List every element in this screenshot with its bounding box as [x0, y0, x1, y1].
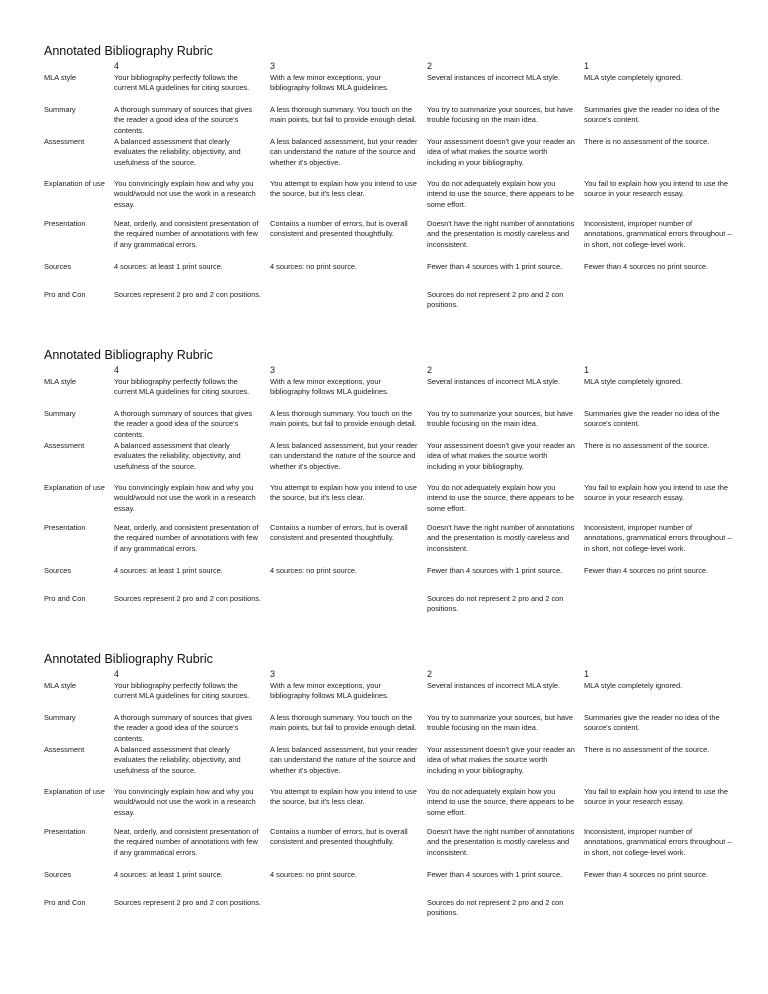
cell-score-2: Several instances of incorrect MLA style. — [427, 377, 561, 386]
cell-score-4: Sources represent 2 pro and 2 con positions. — [114, 898, 262, 907]
cell-score-4: Neat, orderly, and consistent presentation of the required number of annotations with few if any grammatical errors. — [114, 827, 259, 857]
cell-score-2: Sources do not represent 2 pro and 2 con positions. — [427, 898, 564, 918]
row-label: Pro and Con — [44, 594, 86, 603]
cell-score-3: A less balanced assessment, but your reader can understand the nature of the source and whether it's objective. — [270, 137, 418, 167]
cell-score-1: You fail to explain how you intend to use the source in your research essay. — [584, 787, 728, 807]
row-label: Explanation of use — [44, 787, 105, 796]
cell-score-1: There is no assessment of the source. — [584, 137, 710, 146]
cell-score-2: You try to summarize your sources, but have trouble focusing on the main idea. — [427, 409, 573, 429]
cell-score-2: Doesn't have the right number of annotations and the presentation is mostly careless and inconsistent. — [427, 523, 575, 553]
cell-score-2: Your assessment doesn't give your reader an idea of what makes the source worth including in your bibliography. — [427, 745, 575, 775]
cell-score-4: A balanced assessment that clearly evaluates the reliability, objectivity, and usefulness of the source. — [114, 137, 241, 167]
score-header-2: 2 — [427, 61, 433, 71]
rubric-title: Annotated Bibliography Rubric — [44, 348, 213, 362]
row-label: Explanation of use — [44, 179, 105, 188]
cell-score-4: A balanced assessment that clearly evaluates the reliability, objectivity, and usefulness of the source. — [114, 745, 241, 775]
row-label: Presentation — [44, 523, 86, 532]
cell-score-4: Sources represent 2 pro and 2 con positions. — [114, 290, 262, 299]
cell-score-1: Fewer than 4 sources no print source. — [584, 262, 709, 271]
cell-score-2: Sources do not represent 2 pro and 2 con positions. — [427, 594, 564, 614]
score-header-4: 4 — [114, 365, 120, 375]
score-header-1: 1 — [584, 669, 590, 679]
row-label: MLA style — [44, 73, 77, 82]
cell-score-2: You try to summarize your sources, but have trouble focusing on the main idea. — [427, 713, 573, 733]
cell-score-3: A less thorough summary. You touch on the main points, but fail to provide enough detail. — [270, 409, 417, 429]
cell-score-3: With a few minor exceptions, your bibliography follows MLA guidelines. — [270, 73, 389, 93]
rubric-section-3 — [44, 652, 744, 942]
cell-score-2: Fewer than 4 sources with 1 print source. — [427, 262, 563, 271]
score-header-4: 4 — [114, 61, 120, 71]
row-label: Assessment — [44, 745, 85, 754]
cell-score-2: Several instances of incorrect MLA style. — [427, 681, 561, 690]
cell-score-1: There is no assessment of the source. — [584, 441, 710, 450]
cell-score-2: Your assessment doesn't give your reader an idea of what makes the source worth including in your bibliography. — [427, 441, 575, 471]
cell-score-2: You try to summarize your sources, but have trouble focusing on the main idea. — [427, 105, 573, 125]
row-label: Sources — [44, 566, 72, 575]
cell-score-3: A less balanced assessment, but your reader can understand the nature of the source and whether it's objective. — [270, 745, 418, 775]
cell-score-2: Fewer than 4 sources with 1 print source. — [427, 566, 563, 575]
cell-score-4: Your bibliography perfectly follows the current MLA guidelines for citing sources. — [114, 681, 250, 701]
cell-score-3: You attempt to explain how you intend to use the source, but it's less clear. — [270, 787, 417, 807]
cell-score-3: 4 sources: no print source. — [270, 262, 358, 271]
cell-score-3: A less thorough summary. You touch on the main points, but fail to provide enough detail. — [270, 105, 417, 125]
cell-score-1: You fail to explain how you intend to use the source in your research essay. — [584, 483, 728, 503]
cell-score-1: Inconsistent, improper number of annotations, grammatical errors throughout – in short, not college-level work. — [584, 219, 732, 249]
cell-score-1: Summaries give the reader no idea of the source's content. — [584, 713, 720, 733]
cell-score-2: You do not adequately explain how you intend to use the source, there appears to be some effort. — [427, 483, 575, 513]
cell-score-4: Neat, orderly, and consistent presentation of the required number of annotations with few if any grammatical errors. — [114, 219, 259, 249]
cell-score-1: MLA style completely ignored. — [584, 681, 683, 690]
row-label: Explanation of use — [44, 483, 105, 492]
row-label: Pro and Con — [44, 898, 86, 907]
cell-score-4: You convincingly explain how and why you would/would not use the work in a research essay. — [114, 787, 256, 817]
cell-score-4: You convincingly explain how and why you would/would not use the work in a research essay. — [114, 483, 256, 513]
cell-score-2: Doesn't have the right number of annotations and the presentation is mostly careless and inconsistent. — [427, 827, 575, 857]
cell-score-4: A thorough summary of sources that gives the reader a good idea of the source's contents. — [114, 713, 253, 743]
row-label: Assessment — [44, 137, 85, 146]
cell-score-1: Fewer than 4 sources no print source. — [584, 870, 709, 879]
row-label: Presentation — [44, 827, 86, 836]
cell-score-3: With a few minor exceptions, your bibliography follows MLA guidelines. — [270, 377, 389, 397]
row-label: Presentation — [44, 219, 86, 228]
cell-score-4: Sources represent 2 pro and 2 con positions. — [114, 594, 262, 603]
cell-score-4: 4 sources: at least 1 print source. — [114, 566, 223, 575]
cell-score-1: MLA style completely ignored. — [584, 377, 683, 386]
rubric-section-1 — [44, 44, 744, 334]
row-label: Sources — [44, 870, 72, 879]
cell-score-3: Contains a number of errors, but is overall consistent and presented thoughtfully. — [270, 523, 408, 543]
cell-score-2: You do not adequately explain how you intend to use the source, there appears to be some effort. — [427, 787, 575, 817]
rubric-title: Annotated Bibliography Rubric — [44, 652, 213, 666]
cell-score-1: Fewer than 4 sources no print source. — [584, 566, 709, 575]
row-label: Assessment — [44, 441, 85, 450]
score-header-3: 3 — [270, 365, 276, 375]
cell-score-4: 4 sources: at least 1 print source. — [114, 262, 223, 271]
cell-score-3: 4 sources: no print source. — [270, 566, 358, 575]
rubric-section-2 — [44, 348, 744, 638]
cell-score-1: Inconsistent, improper number of annotations, grammatical errors throughout – in short, not college-level work. — [584, 523, 732, 553]
cell-score-2: Your assessment doesn't give your reader an idea of what makes the source worth including in your bibliography. — [427, 137, 575, 167]
cell-score-2: Several instances of incorrect MLA style. — [427, 73, 561, 82]
cell-score-3: Contains a number of errors, but is overall consistent and presented thoughtfully. — [270, 219, 408, 239]
cell-score-3: Contains a number of errors, but is overall consistent and presented thoughtfully. — [270, 827, 408, 847]
score-header-1: 1 — [584, 61, 590, 71]
cell-score-1: MLA style completely ignored. — [584, 73, 683, 82]
score-header-2: 2 — [427, 669, 433, 679]
cell-score-1: Summaries give the reader no idea of the source's content. — [584, 409, 720, 429]
cell-score-1: Summaries give the reader no idea of the source's content. — [584, 105, 720, 125]
cell-score-4: A balanced assessment that clearly evaluates the reliability, objectivity, and usefulness of the source. — [114, 441, 241, 471]
cell-score-3: A less balanced assessment, but your reader can understand the nature of the source and whether it's objective. — [270, 441, 418, 471]
score-header-1: 1 — [584, 365, 590, 375]
cell-score-4: A thorough summary of sources that gives the reader a good idea of the source's contents. — [114, 409, 253, 439]
cell-score-2: Fewer than 4 sources with 1 print source. — [427, 870, 563, 879]
score-header-2: 2 — [427, 365, 433, 375]
row-label: Summary — [44, 713, 76, 722]
cell-score-1: There is no assessment of the source. — [584, 745, 710, 754]
score-header-3: 3 — [270, 669, 276, 679]
rubric-title: Annotated Bibliography Rubric — [44, 44, 213, 58]
row-label: MLA style — [44, 681, 77, 690]
cell-score-4: A thorough summary of sources that gives the reader a good idea of the source's contents. — [114, 105, 253, 135]
row-label: Pro and Con — [44, 290, 86, 299]
row-label: Sources — [44, 262, 72, 271]
cell-score-2: Sources do not represent 2 pro and 2 con positions. — [427, 290, 564, 310]
row-label: Summary — [44, 409, 76, 418]
score-header-4: 4 — [114, 669, 120, 679]
cell-score-3: A less thorough summary. You touch on the main points, but fail to provide enough detail. — [270, 713, 417, 733]
row-label: MLA style — [44, 377, 77, 386]
cell-score-4: Neat, orderly, and consistent presentation of the required number of annotations with few if any grammatical errors. — [114, 523, 259, 553]
cell-score-1: You fail to explain how you intend to use the source in your research essay. — [584, 179, 728, 199]
cell-score-2: You do not adequately explain how you intend to use the source, there appears to be some effort. — [427, 179, 575, 209]
cell-score-1: Inconsistent, improper number of annotations, grammatical errors throughout – in short, not college-level work. — [584, 827, 732, 857]
cell-score-3: You attempt to explain how you intend to use the source, but it's less clear. — [270, 483, 417, 503]
cell-score-4: Your bibliography perfectly follows the current MLA guidelines for citing sources. — [114, 73, 250, 93]
cell-score-2: Doesn't have the right number of annotations and the presentation is mostly careless and inconsistent. — [427, 219, 575, 249]
cell-score-4: Your bibliography perfectly follows the current MLA guidelines for citing sources. — [114, 377, 250, 397]
cell-score-3: You attempt to explain how you intend to use the source, but it's less clear. — [270, 179, 417, 199]
row-label: Summary — [44, 105, 76, 114]
cell-score-3: 4 sources: no print source. — [270, 870, 358, 879]
score-header-3: 3 — [270, 61, 276, 71]
cell-score-4: You convincingly explain how and why you would/would not use the work in a research essay. — [114, 179, 256, 209]
cell-score-4: 4 sources: at least 1 print source. — [114, 870, 223, 879]
cell-score-3: With a few minor exceptions, your bibliography follows MLA guidelines. — [270, 681, 389, 701]
